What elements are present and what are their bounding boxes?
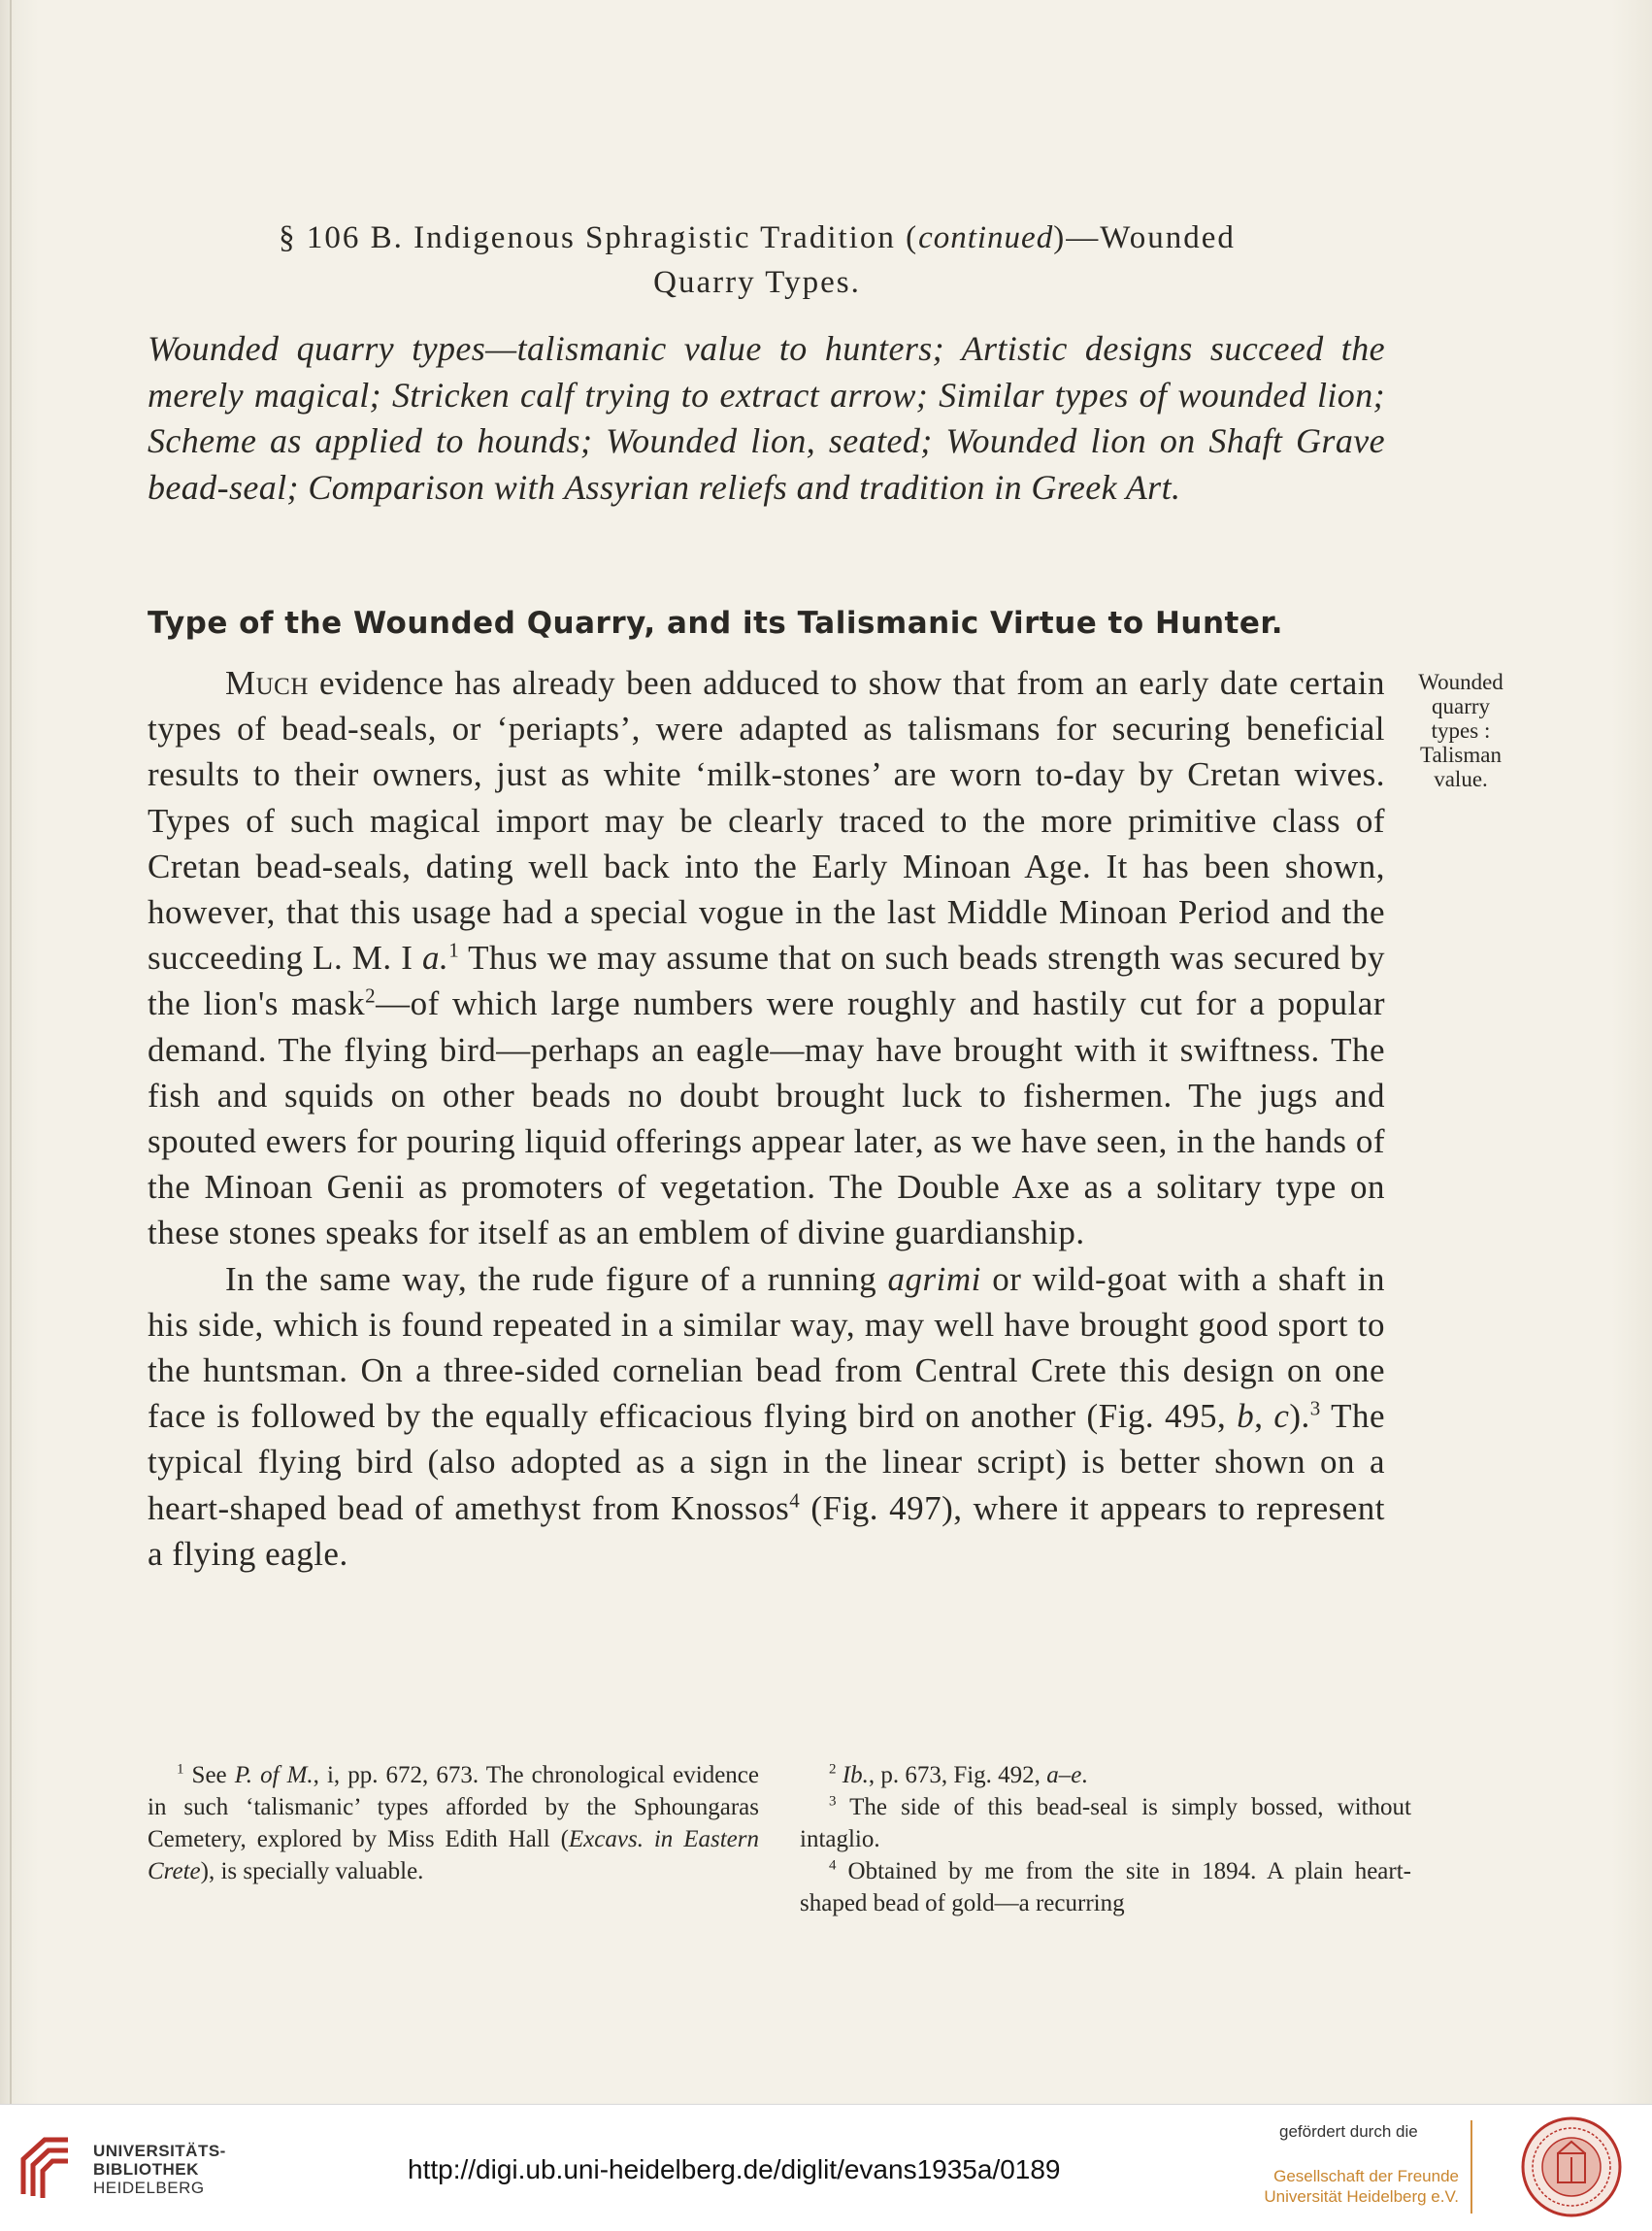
- chapter-summary: Wounded quarry types—talismanic value to hunters; Artistic designs succeed the merely magical; Stricken calf trying to extract arrow; Similar types of wounded lion; Scheme as applied to hounds; Wounded lion, seated; Wounded lion on Shaft Grave bead-seal; Comparison with Assyrian reliefs and tradition in Greek Art.: [148, 329, 1385, 507]
- heading-line-1: § 106 B. Indigenous Sphragistic Tradition (continued)—Wounded: [279, 220, 1236, 255]
- university-seal-graphic: [1519, 2114, 1624, 2219]
- footnote-ref-2[interactable]: 2: [365, 983, 377, 1008]
- heading-line-2: Quarry Types.: [653, 265, 861, 300]
- footnote-ref-1[interactable]: 1: [448, 938, 460, 962]
- digitization-footer: [0, 2104, 1652, 2231]
- sponsor-divider: [1470, 2120, 1472, 2214]
- page-edge-shadow: [10, 0, 12, 2104]
- library-logo-mark: [10, 2126, 80, 2210]
- permalink-url[interactable]: http://digi.ub.uni-heidelberg.de/diglit/evans1935a/0189: [408, 2154, 1061, 2184]
- sponsor-label: gefördert durch die: [1279, 2122, 1418, 2141]
- university-seal-icon[interactable]: [1519, 2114, 1624, 2219]
- section-title: Type of the Wounded Quarry, and its Talismanic Virtue to Hunter.: [148, 606, 1284, 641]
- marginal-note: Wounded quarry types : Talisman value.: [1418, 670, 1503, 791]
- paragraph-2: In the same way, the rude figure of a running agrimi or wild-goat with a shaft in his side, which is found repeated in a similar way, may well have brought good sport to the huntsman. On a three-sided cornelian bead from Central Crete this design on one face is followed by the equally efficacious flying bird on another (Fig. 495, b, c).$^3$ The typical flying bird (also adopted as a sign in the linear script) is better shown on a heart-shaped bead of amethyst from Knossos$^4$ (Fig. 497), where it appears to represent a flying eagle.: [148, 1259, 1385, 1573]
- paragraph-1: Much evidence has already been adduced to show that from an early date certain types of bead-seals, or ‘periapts’, were adapted as talismans for securing beneficial results to their owners, just as white ‘milk-stones’ are worn to-day by Cretan wives. Types of such magical import may be clearly traced to the more primitive class of Cretan bead-seals, dating well back into the Early Minoan Age. It has been shown, however, that this usage had a special vogue in the last Middle Minoan Period and the succeeding L. M. I a.$^1$ Thus we may assume that on such beads strength was secured by the lion's mask$^2$—of which large numbers were roughly and hastily cut for a popular demand. The flying bird—perhaps an eagle—may have brought with it swiftness. The fish and squids on other beads no doubt brought luck to fishermen. The jugs and spouted ewers for pouring liquid offerings appear later, as we have seen, in the hands of the Minoan Genii as promoters of vegetation. The Double Axe as a solitary type on these stones speaks for itself as an emblem of divine guardianship.: [148, 664, 1385, 1252]
- body-text: [148, 660, 1385, 1577]
- footnote-ref-3[interactable]: 3: [1309, 1396, 1321, 1420]
- footnote-ref-4[interactable]: 4: [789, 1488, 801, 1512]
- sponsor-name: Gesellschaft der Freunde Universität Heidelberg e.V.: [1264, 2167, 1459, 2206]
- library-logo-icon[interactable]: [10, 2126, 80, 2210]
- footnote-4: $^4$ Obtained by me from the site in 1894. A plain heart-shaped bead of gold—a recurring: [800, 1857, 1411, 1916]
- footnotes-left-column: [148, 1759, 759, 1887]
- footnote-1: $^1$ See P. of M., i, pp. 672, 673. The chronological evidence in such ‘talismanic’ types afforded by the Sphoungaras Cemetery, explored by Miss Edith Hall (Excavs. in Eastern Crete), is specially valuable.: [148, 1761, 759, 1884]
- footnote-2: $^2$ Ib., p. 673, Fig. 492, a–e.: [829, 1761, 1088, 1788]
- footnote-3: $^3$ The side of this bead-seal is simply bossed, without intaglio.: [800, 1793, 1411, 1852]
- library-name: UNIVERSITÄTS- BIBLIOTHEK HEIDELBERG: [93, 2142, 226, 2197]
- section-heading: [146, 216, 1369, 305]
- footnotes-right-column: [800, 1759, 1411, 1919]
